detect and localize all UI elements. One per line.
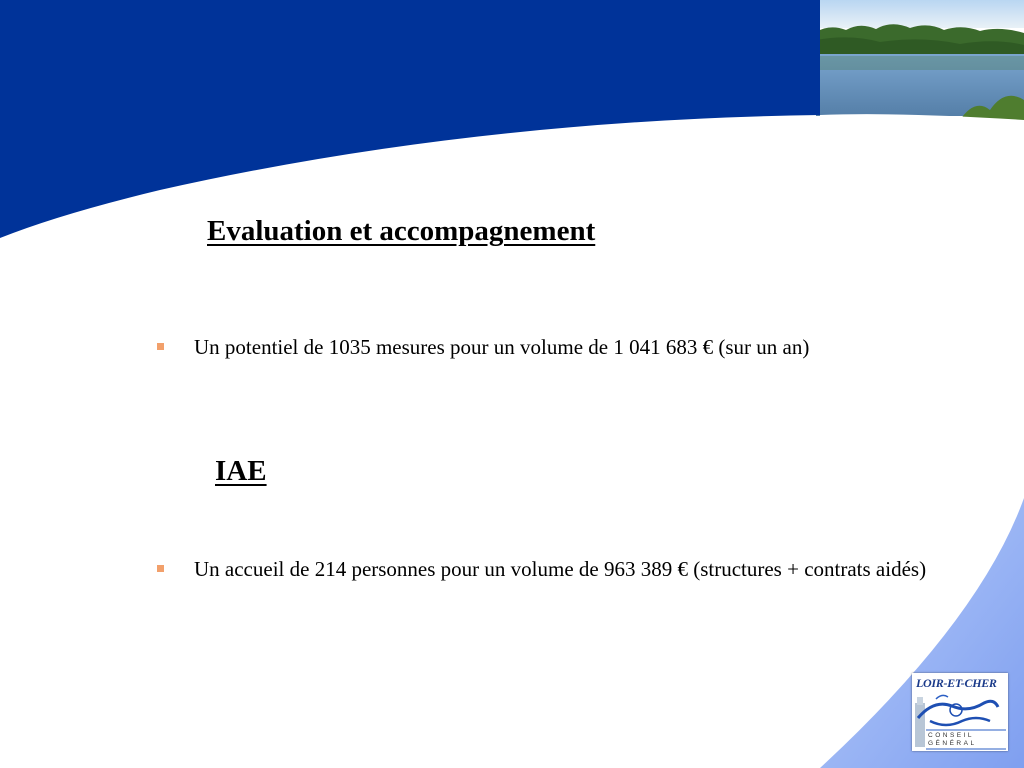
bullet-item-mesures: Un potentiel de 1035 mesures pour un volume de 1 041 683 € (sur un an) (194, 332, 954, 362)
logo-subtitle: CONSEIL GÉNÉRAL (928, 732, 977, 747)
section-heading-iae: IAE (215, 455, 267, 487)
section-heading-evaluation: Evaluation et accompagnement (207, 215, 596, 247)
lake-photo (816, 0, 1024, 130)
logo-title: LOIR-ET-CHER (916, 676, 997, 690)
bullet-item-accueil: Un accueil de 214 personnes pour un volume de 963 389 € (structures + contrats aidés) (194, 554, 954, 584)
loir-et-cher-logo (912, 673, 1008, 751)
